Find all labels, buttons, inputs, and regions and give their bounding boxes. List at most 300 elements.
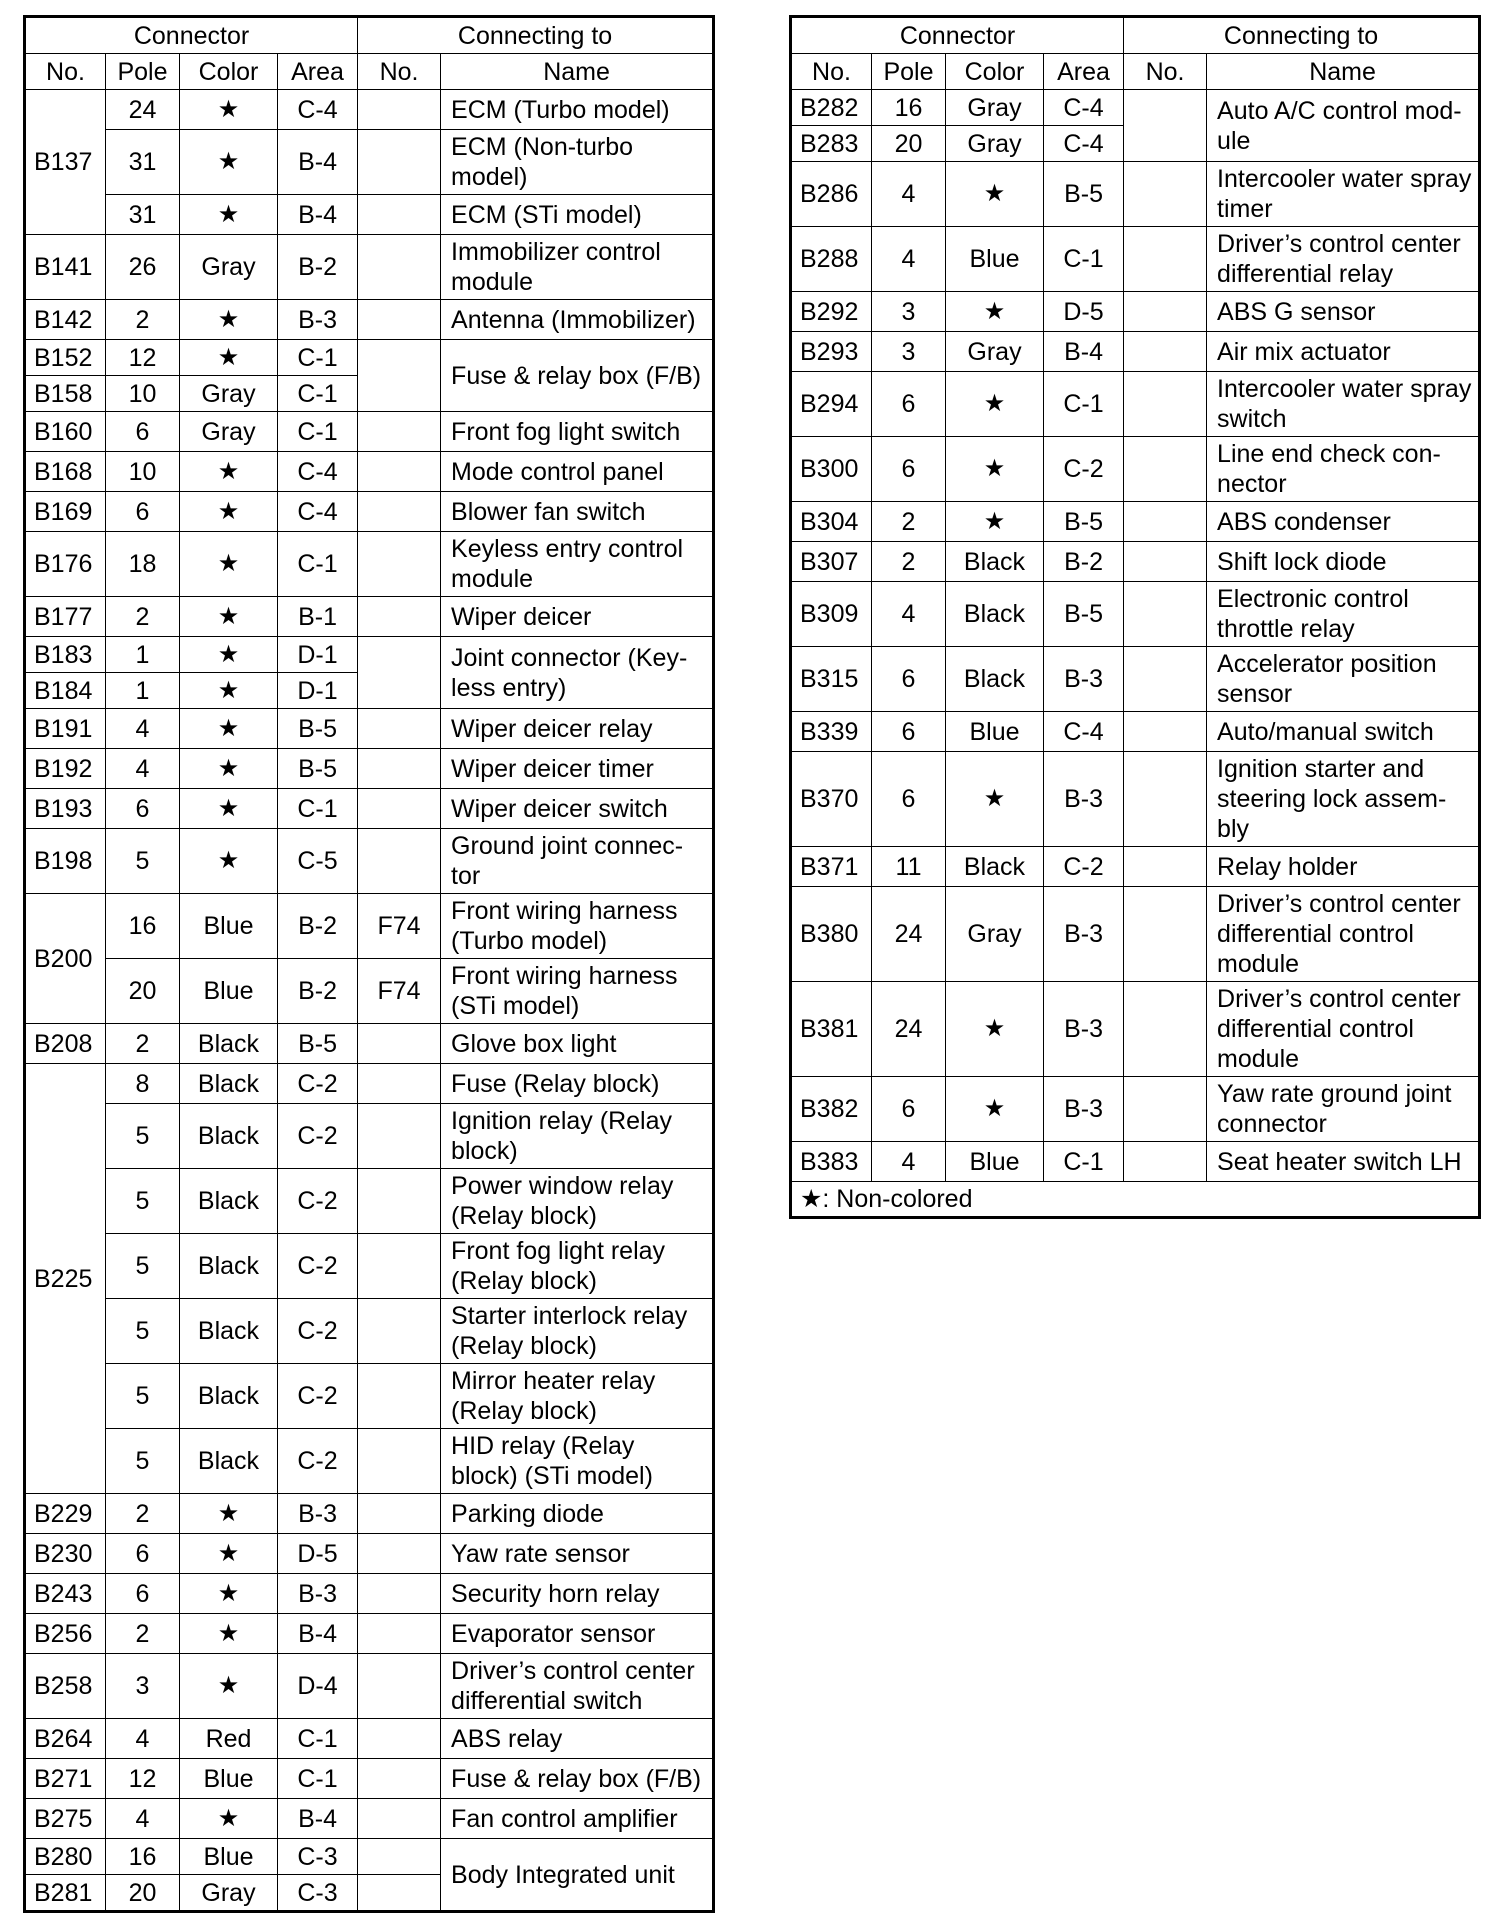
pole-count: 4: [106, 749, 180, 789]
header-pole: Pole: [106, 54, 180, 90]
connector-no: B281: [25, 1875, 106, 1912]
table-row: [25, 1839, 714, 1875]
pole-count: 5: [106, 1364, 180, 1429]
table-row: [791, 332, 1480, 372]
connecting-to-no: [358, 452, 441, 492]
table-row: [25, 1104, 714, 1169]
connector-color: Gray: [946, 332, 1044, 372]
area-code: B-3: [1044, 982, 1124, 1077]
pole-count: 5: [106, 1429, 180, 1494]
area-code: C-1: [1044, 372, 1124, 437]
pole-count: 20: [872, 126, 946, 162]
pole-count: 6: [872, 437, 946, 502]
connecting-to-no: [358, 597, 441, 637]
connector-color: Gray: [946, 126, 1044, 162]
table-row: [25, 959, 714, 1024]
connecting-to-name: Wiper deicer: [441, 597, 714, 637]
connector-color: Black: [180, 1234, 278, 1299]
connecting-to-no: [358, 749, 441, 789]
table-row: [791, 982, 1480, 1077]
connector-color: ★: [180, 1494, 278, 1534]
connector-no: B225: [25, 1064, 106, 1494]
connecting-to-no: [358, 1169, 441, 1234]
area-code: B-4: [1044, 332, 1124, 372]
connecting-to-name: ECM (STi model): [441, 195, 714, 235]
connecting-to-no: [1124, 332, 1207, 372]
area-code: B-2: [278, 959, 358, 1024]
area-code: B-5: [1044, 582, 1124, 647]
pole-count: 2: [106, 1614, 180, 1654]
table-row: [25, 894, 714, 959]
table-row: [25, 1614, 714, 1654]
header-connector: Connector: [791, 17, 1124, 54]
area-code: D-4: [278, 1654, 358, 1719]
connecting-to-name: Joint connector (Key-less entry): [441, 637, 714, 709]
area-code: B-4: [278, 130, 358, 195]
connecting-to-name: ECM (Turbo model): [441, 90, 714, 130]
connecting-to-name: Security horn relay: [441, 1574, 714, 1614]
connecting-to-name: Yaw rate ground joint connector: [1207, 1077, 1480, 1142]
header-name: Name: [441, 54, 714, 90]
pole-count: 2: [872, 502, 946, 542]
pole-count: 24: [872, 982, 946, 1077]
connector-color: Black: [180, 1364, 278, 1429]
connecting-to-name: Electronic control throttle relay: [1207, 582, 1480, 647]
connector-no: B160: [25, 412, 106, 452]
connecting-to-name: Ignition relay (Relay block): [441, 1104, 714, 1169]
connector-no: B183: [25, 637, 106, 673]
connecting-to-no: [1124, 90, 1207, 162]
pole-count: 4: [872, 1142, 946, 1182]
connector-no: B152: [25, 340, 106, 376]
connecting-to-no: [358, 492, 441, 532]
pole-count: 20: [106, 959, 180, 1024]
connecting-to-name: Air mix actuator: [1207, 332, 1480, 372]
connector-no: B243: [25, 1574, 106, 1614]
pole-count: 6: [872, 372, 946, 437]
table-row: [791, 437, 1480, 502]
area-code: B-3: [278, 300, 358, 340]
connector-color: ★: [180, 673, 278, 709]
connector-color: ★: [180, 195, 278, 235]
connector-no: B176: [25, 532, 106, 597]
connecting-to-no: [358, 1494, 441, 1534]
connector-color: ★: [180, 1574, 278, 1614]
table-row: [791, 502, 1480, 542]
connector-color: ★: [180, 1534, 278, 1574]
connecting-to-name: ABS condenser: [1207, 502, 1480, 542]
connecting-to-name: Glove box light: [441, 1024, 714, 1064]
area-code: B-2: [278, 894, 358, 959]
connecting-to-no: [358, 1759, 441, 1799]
connector-no: B380: [791, 887, 872, 982]
connector-no: B371: [791, 847, 872, 887]
area-code: B-4: [278, 1614, 358, 1654]
area-code: B-5: [1044, 162, 1124, 227]
table-row: [25, 235, 714, 300]
area-code: C-4: [278, 90, 358, 130]
table-row: [25, 1064, 714, 1104]
pole-count: 6: [872, 647, 946, 712]
connector-no: B304: [791, 502, 872, 542]
connector-color: Gray: [180, 1875, 278, 1912]
connector-color: ★: [180, 90, 278, 130]
area-code: C-1: [1044, 1142, 1124, 1182]
table-row: [25, 749, 714, 789]
area-code: B-5: [278, 749, 358, 789]
table-row: [25, 1429, 714, 1494]
connecting-to-no: [358, 1574, 441, 1614]
connector-color: ★: [180, 637, 278, 673]
connecting-to-name: Blower fan switch: [441, 492, 714, 532]
connector-color: Gray: [946, 90, 1044, 126]
table-row: [791, 292, 1480, 332]
connecting-to-name: Antenna (Immobilizer): [441, 300, 714, 340]
table-row: [25, 532, 714, 597]
connector-no: B286: [791, 162, 872, 227]
connecting-to-name: Driver’s control center differential control module: [1207, 982, 1480, 1077]
connector-no: B198: [25, 829, 106, 894]
area-code: B-3: [278, 1574, 358, 1614]
area-code: C-1: [278, 1719, 358, 1759]
connecting-to-name: HID relay (Relay block) (STi model): [441, 1429, 714, 1494]
connector-no: B200: [25, 894, 106, 1024]
connecting-to-name: Driver’s control center differential control module: [1207, 887, 1480, 982]
table-row: [25, 709, 714, 749]
table-row: [791, 1077, 1480, 1142]
connecting-to-name: Wiper deicer timer: [441, 749, 714, 789]
area-code: C-2: [278, 1429, 358, 1494]
area-code: B-5: [278, 709, 358, 749]
connector-color: ★: [180, 1799, 278, 1839]
pole-count: 6: [872, 712, 946, 752]
connector-no: B208: [25, 1024, 106, 1064]
area-code: C-1: [278, 789, 358, 829]
connecting-to-no: [358, 130, 441, 195]
table-row: [791, 887, 1480, 982]
connector-color: Blue: [946, 712, 1044, 752]
connector-color: ★: [180, 130, 278, 195]
connecting-to-no: [358, 1104, 441, 1169]
connecting-to-name: ECM (Non-turbo model): [441, 130, 714, 195]
header-color: Color: [946, 54, 1044, 90]
connector-no: B294: [791, 372, 872, 437]
pole-count: 6: [106, 1534, 180, 1574]
connecting-to-no: [1124, 847, 1207, 887]
connecting-to-no: [358, 709, 441, 749]
pole-count: 4: [106, 1799, 180, 1839]
pole-count: 6: [106, 1574, 180, 1614]
connecting-to-name: Parking diode: [441, 1494, 714, 1534]
connector-no: B169: [25, 492, 106, 532]
connector-no: B191: [25, 709, 106, 749]
area-code: D-1: [278, 673, 358, 709]
area-code: B-3: [1044, 887, 1124, 982]
connecting-to-no: [358, 195, 441, 235]
connector-color: ★: [946, 752, 1044, 847]
header-no: No.: [791, 54, 872, 90]
area-code: C-3: [278, 1839, 358, 1875]
area-code: B-5: [1044, 502, 1124, 542]
table-row: [791, 647, 1480, 712]
connector-color: Blue: [180, 1759, 278, 1799]
connector-no: B258: [25, 1654, 106, 1719]
pole-count: 5: [106, 829, 180, 894]
connecting-to-name: Auto/manual switch: [1207, 712, 1480, 752]
connector-no: B370: [791, 752, 872, 847]
pole-count: 12: [106, 1759, 180, 1799]
table-row: [791, 542, 1480, 582]
connecting-to-name: Mirror heater relay (Relay block): [441, 1364, 714, 1429]
connector-color: ★: [180, 749, 278, 789]
connecting-to-no: [1124, 542, 1207, 582]
header-area: Area: [278, 54, 358, 90]
connecting-to-no: [1124, 982, 1207, 1077]
area-code: B-3: [1044, 1077, 1124, 1142]
connecting-to-no: [358, 340, 441, 412]
area-code: C-4: [1044, 90, 1124, 126]
table-row: [25, 1299, 714, 1364]
connecting-to-no: [358, 1024, 441, 1064]
area-code: D-5: [278, 1534, 358, 1574]
connecting-to-name: Front fog light relay (Relay block): [441, 1234, 714, 1299]
pole-count: 24: [106, 90, 180, 130]
connector-no: B381: [791, 982, 872, 1077]
pole-count: 2: [106, 1494, 180, 1534]
table-row: [791, 1142, 1480, 1182]
connecting-to-no: [358, 412, 441, 452]
connector-color: ★: [180, 789, 278, 829]
table-row: [791, 90, 1480, 126]
area-code: C-2: [1044, 437, 1124, 502]
connector-color: ★: [180, 492, 278, 532]
table-row: [25, 637, 714, 673]
pole-count: 2: [872, 542, 946, 582]
connector-color: ★: [946, 1077, 1044, 1142]
connecting-to-name: Intercooler water spray switch: [1207, 372, 1480, 437]
connecting-to-no: [1124, 292, 1207, 332]
connector-no: B229: [25, 1494, 106, 1534]
connector-no: B339: [791, 712, 872, 752]
header-color: Color: [180, 54, 278, 90]
connecting-to-name: Line end check con-nector: [1207, 437, 1480, 502]
pole-count: 2: [106, 1024, 180, 1064]
connector-no: B230: [25, 1534, 106, 1574]
connecting-to-no: [1124, 647, 1207, 712]
connector-color: Black: [946, 542, 1044, 582]
area-code: C-2: [278, 1169, 358, 1234]
connecting-to-no: [358, 1299, 441, 1364]
connector-color: Black: [180, 1169, 278, 1234]
area-code: C-1: [278, 412, 358, 452]
connector-no: B282: [791, 90, 872, 126]
connector-no: B184: [25, 673, 106, 709]
connector-no: B292: [791, 292, 872, 332]
connecting-to-no: F74: [358, 894, 441, 959]
connecting-to-no: [358, 1234, 441, 1299]
area-code: C-1: [1044, 227, 1124, 292]
connector-no: B288: [791, 227, 872, 292]
pole-count: 6: [106, 789, 180, 829]
area-code: B-3: [278, 1494, 358, 1534]
connector-color: ★: [180, 340, 278, 376]
connector-no: B193: [25, 789, 106, 829]
connecting-to-no: [358, 1614, 441, 1654]
table-row: [25, 1024, 714, 1064]
pole-count: 11: [872, 847, 946, 887]
connecting-to-name: Keyless entry control module: [441, 532, 714, 597]
connecting-to-name: Fuse & relay box (F/B): [441, 1759, 714, 1799]
connecting-to-no: [1124, 1142, 1207, 1182]
area-code: D-5: [1044, 292, 1124, 332]
pole-count: 31: [106, 130, 180, 195]
pole-count: 4: [106, 709, 180, 749]
connector-color: ★: [946, 162, 1044, 227]
connecting-to-no: [1124, 752, 1207, 847]
pole-count: 12: [106, 340, 180, 376]
connecting-to-name: Auto A/C control mod-ule: [1207, 90, 1480, 162]
pole-count: 2: [106, 597, 180, 637]
connector-color: Red: [180, 1719, 278, 1759]
connecting-to-no: [358, 235, 441, 300]
connecting-to-name: Evaporator sensor: [441, 1614, 714, 1654]
pole-count: 4: [872, 582, 946, 647]
connector-no: B383: [791, 1142, 872, 1182]
connecting-to-name: Ground joint connec-tor: [441, 829, 714, 894]
pole-count: 8: [106, 1064, 180, 1104]
table-row: [25, 130, 714, 195]
footnote: ★: Non-colored: [791, 1182, 1480, 1218]
connecting-to-name: Front wiring harness (Turbo model): [441, 894, 714, 959]
pole-count: 6: [872, 1077, 946, 1142]
header-area: Area: [1044, 54, 1124, 90]
table-row: [25, 1799, 714, 1839]
pole-count: 24: [872, 887, 946, 982]
connecting-to-no: F74: [358, 959, 441, 1024]
connector-color: Black: [946, 582, 1044, 647]
connecting-to-name: Immobilizer control module: [441, 235, 714, 300]
connecting-to-name: Wiper deicer switch: [441, 789, 714, 829]
pole-count: 2: [106, 300, 180, 340]
area-code: C-1: [278, 1759, 358, 1799]
table-row: [791, 752, 1480, 847]
area-code: C-2: [278, 1299, 358, 1364]
connector-color: ★: [946, 437, 1044, 502]
area-code: C-4: [278, 492, 358, 532]
connecting-to-no: [358, 300, 441, 340]
connector-color: Blue: [180, 1839, 278, 1875]
connector-color: ★: [180, 597, 278, 637]
connecting-to-no: [358, 1799, 441, 1839]
pole-count: 4: [106, 1719, 180, 1759]
table-row: [791, 162, 1480, 227]
connecting-to-no: [358, 1064, 441, 1104]
connector-no: B168: [25, 452, 106, 492]
connector-color: ★: [946, 292, 1044, 332]
area-code: C-2: [278, 1104, 358, 1169]
table-row: [25, 1364, 714, 1429]
connector-color: Black: [946, 847, 1044, 887]
connector-no: B275: [25, 1799, 106, 1839]
pole-count: 5: [106, 1299, 180, 1364]
area-code: C-5: [278, 829, 358, 894]
connecting-to-no: [358, 1839, 441, 1875]
table-row: [791, 227, 1480, 292]
connector-color: Blue: [180, 894, 278, 959]
connecting-to-no: [1124, 437, 1207, 502]
connecting-to-no: [358, 90, 441, 130]
connector-color: ★: [180, 829, 278, 894]
pole-count: 4: [872, 162, 946, 227]
connector-color: Black: [180, 1024, 278, 1064]
pole-count: 26: [106, 235, 180, 300]
connecting-to-no: [358, 532, 441, 597]
connecting-to-no: [358, 1719, 441, 1759]
connecting-to-name: Shift lock diode: [1207, 542, 1480, 582]
connector-color: ★: [180, 532, 278, 597]
pole-count: 31: [106, 195, 180, 235]
area-code: D-1: [278, 637, 358, 673]
pole-count: 16: [106, 1839, 180, 1875]
pole-count: 1: [106, 673, 180, 709]
connector-no: B293: [791, 332, 872, 372]
table-row: [25, 1574, 714, 1614]
connecting-to-no: [1124, 502, 1207, 542]
pole-count: 5: [106, 1169, 180, 1234]
table-row: [25, 1169, 714, 1234]
connector-table-right: [789, 15, 1481, 1219]
connecting-to-name: Yaw rate sensor: [441, 1534, 714, 1574]
connector-color: Blue: [946, 1142, 1044, 1182]
connecting-to-no: [1124, 582, 1207, 647]
connector-color: ★: [180, 452, 278, 492]
connector-no: B264: [25, 1719, 106, 1759]
area-code: B-5: [278, 1024, 358, 1064]
connecting-to-no: [1124, 372, 1207, 437]
connecting-to-no: [358, 1534, 441, 1574]
connecting-to-name: Body Integrated unit: [441, 1839, 714, 1912]
connector-no: B141: [25, 235, 106, 300]
connector-no: B192: [25, 749, 106, 789]
table-row: [25, 195, 714, 235]
pole-count: 10: [106, 376, 180, 412]
area-code: C-2: [1044, 847, 1124, 887]
connecting-to-name: Fuse (Relay block): [441, 1064, 714, 1104]
connecting-to-name: Fan control amplifier: [441, 1799, 714, 1839]
pole-count: 16: [872, 90, 946, 126]
connecting-to-name: Wiper deicer relay: [441, 709, 714, 749]
table-row: [25, 492, 714, 532]
table-row: [25, 300, 714, 340]
pole-count: 1: [106, 637, 180, 673]
area-code: C-4: [278, 452, 358, 492]
connector-no: B300: [791, 437, 872, 502]
connecting-to-name: Seat heater switch LH: [1207, 1142, 1480, 1182]
connecting-to-name: ABS relay: [441, 1719, 714, 1759]
connecting-to-name: Driver’s control center differential switch: [441, 1654, 714, 1719]
table-row: [25, 90, 714, 130]
pole-count: 6: [106, 492, 180, 532]
connector-color: Black: [946, 647, 1044, 712]
connector-no: B256: [25, 1614, 106, 1654]
connector-color: ★: [946, 982, 1044, 1077]
pole-count: 6: [872, 752, 946, 847]
connector-no: B315: [791, 647, 872, 712]
pole-count: 18: [106, 532, 180, 597]
pole-count: 4: [872, 227, 946, 292]
area-code: C-2: [278, 1364, 358, 1429]
pole-count: 10: [106, 452, 180, 492]
